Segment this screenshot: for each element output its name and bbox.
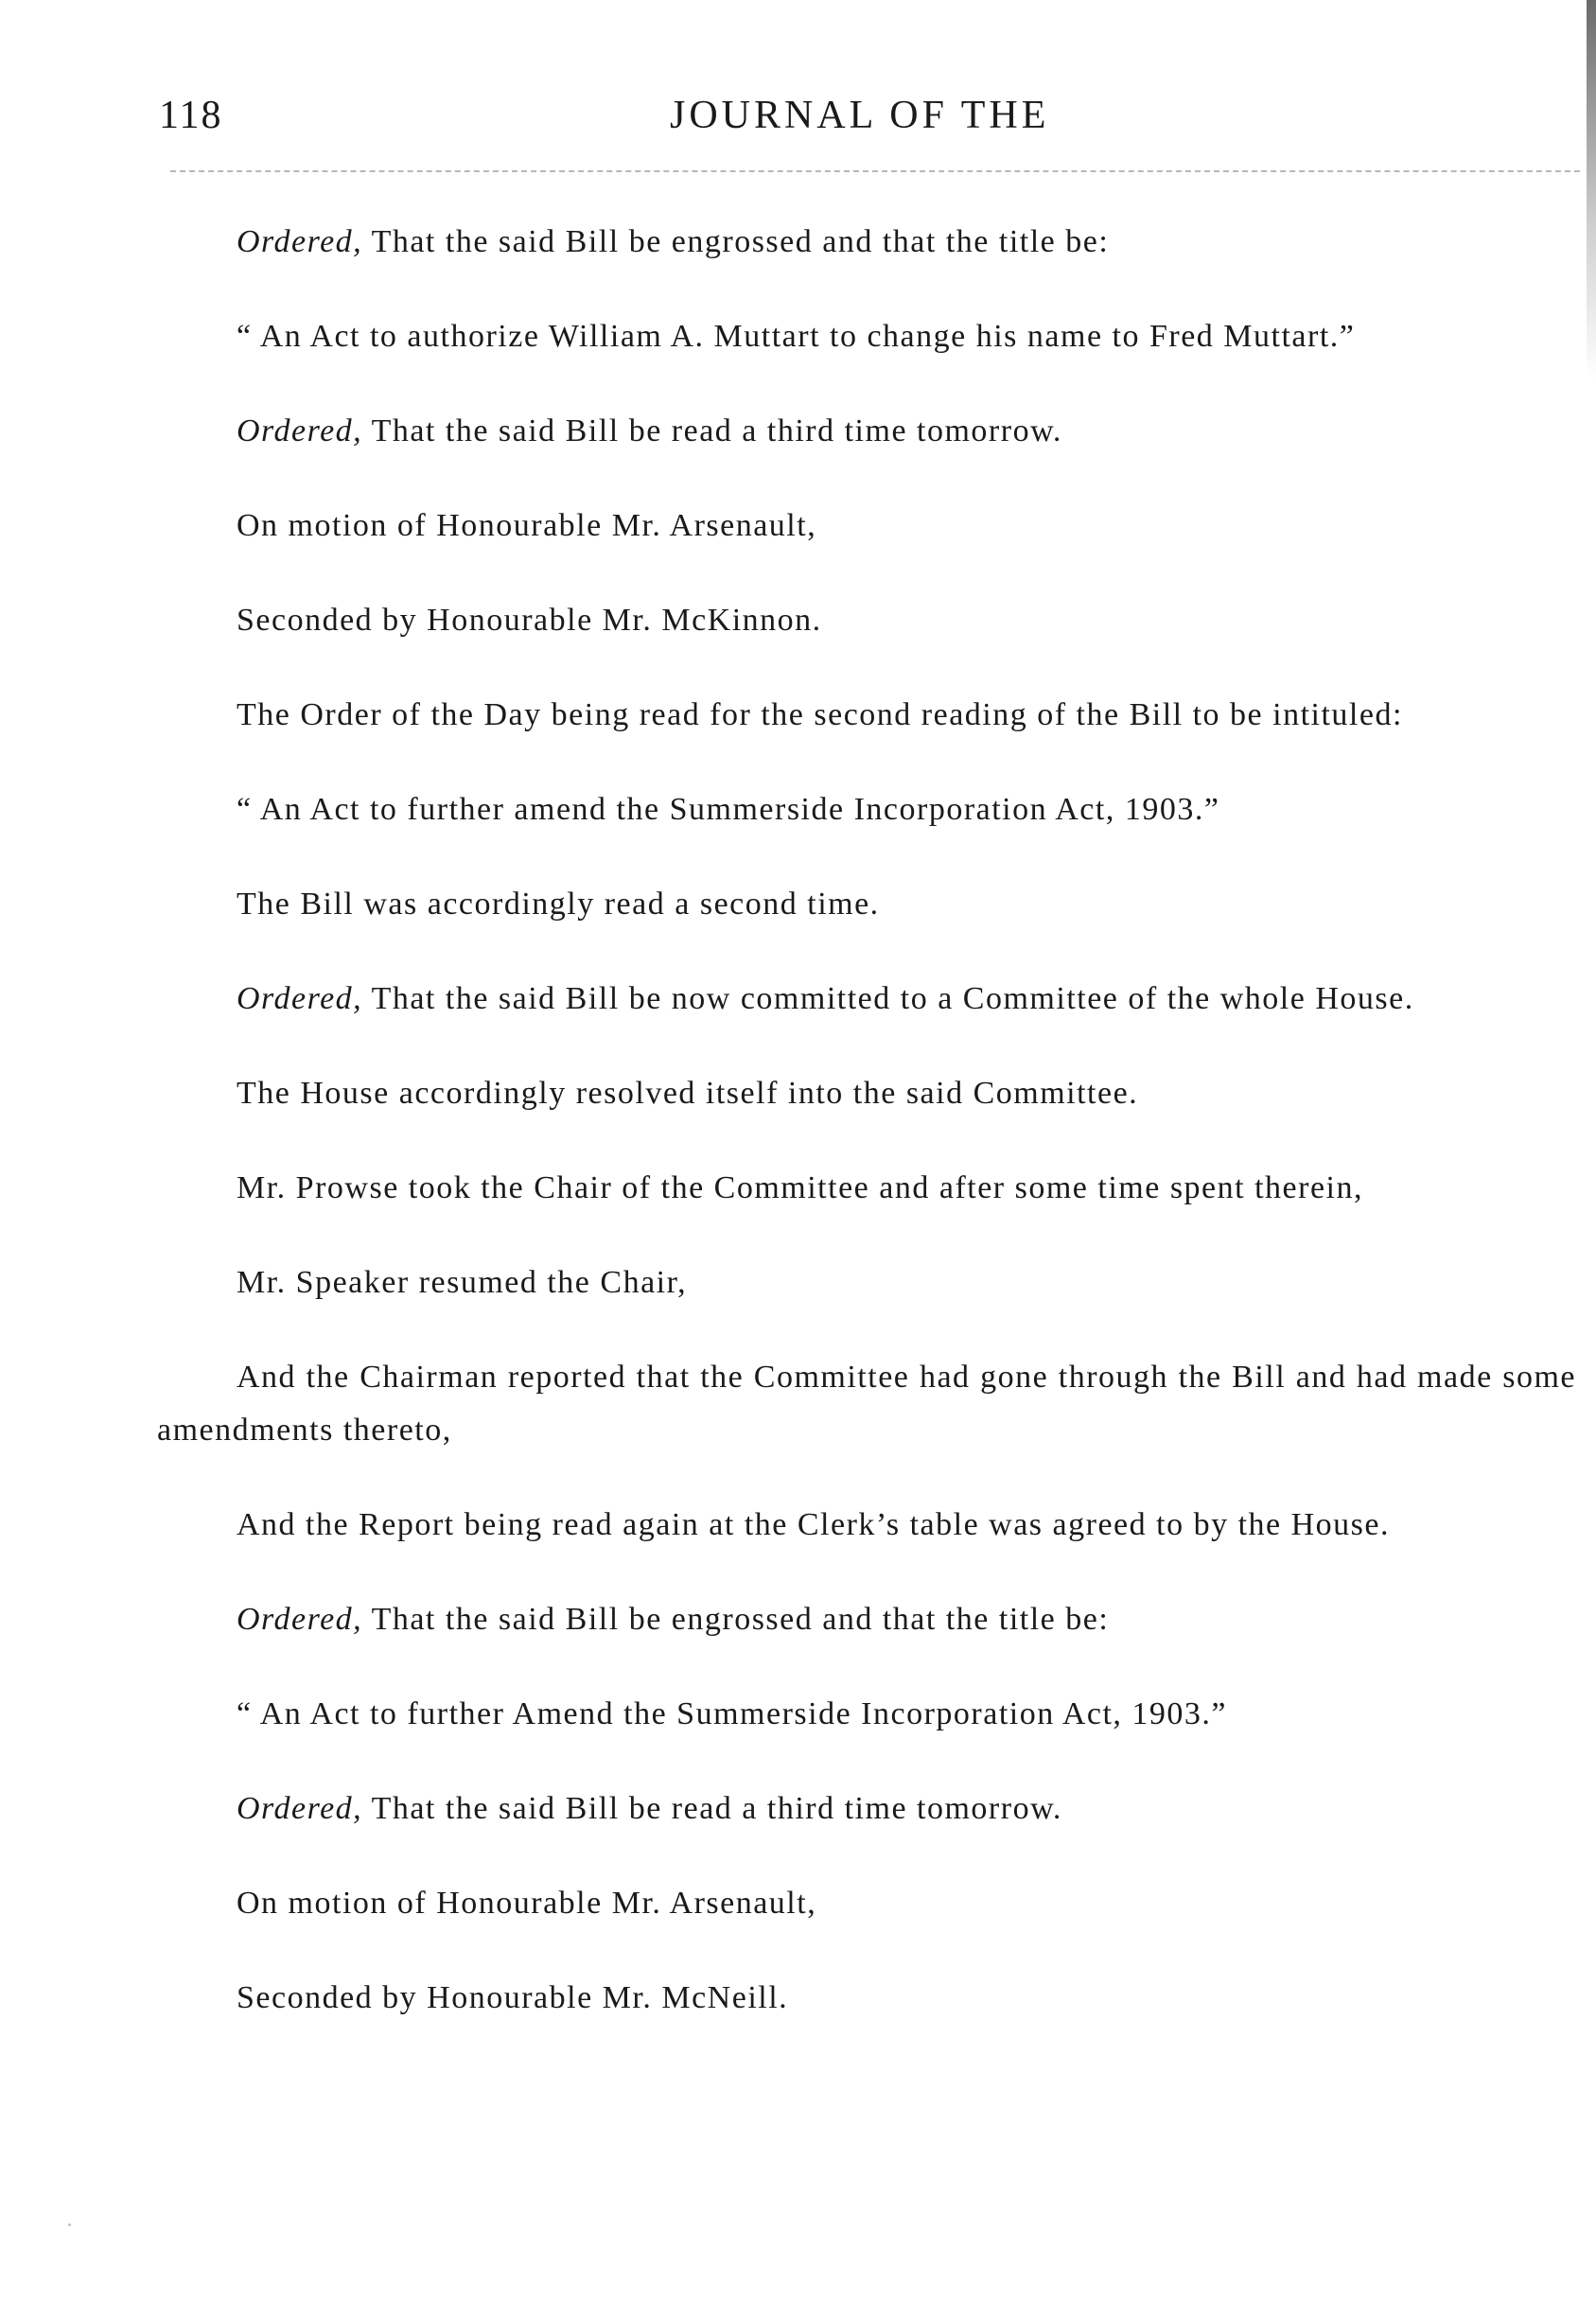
- paragraph-chairman-reported: [157, 1351, 1576, 1457]
- paragraph-text: The House accordingly resolved itself into the said Committee.: [237, 1076, 1139, 1111]
- paragraph-text: On motion of Honourable Mr. Arsenault,: [237, 508, 817, 543]
- paragraph-ordered-third-reading: [157, 405, 1576, 458]
- paragraph-text: On motion of Honourable Mr. Arsenault,: [237, 1886, 817, 1921]
- paragraph-ordered-committed: [157, 973, 1576, 1026]
- paragraph-text: The Bill was accordingly read a second time.: [237, 887, 880, 922]
- running-head: JOURNAL OF THE: [670, 94, 1050, 137]
- ordered-label: Ordered,: [237, 981, 363, 1016]
- paper-speck: [68, 2223, 71, 2226]
- paragraph-second-reading: [157, 878, 1576, 931]
- journal-body: [157, 216, 1576, 2066]
- paragraph-text: “ An Act to authorize William A. Muttart to change his name to Fred Muttart.”: [237, 319, 1356, 354]
- page-number: 118: [159, 94, 223, 137]
- page-header: [159, 93, 1578, 149]
- ordered-label: Ordered,: [237, 224, 363, 259]
- paragraph-text: That the said Bill be read a third time tomorrow.: [362, 1791, 1062, 1826]
- paragraph-act-title-summerside-2: [157, 1688, 1576, 1741]
- paragraph-text: “ An Act to further amend the Summerside Incorporation Act, 1903.”: [237, 792, 1220, 827]
- paragraph-text: “ An Act to further Amend the Summerside Incorporation Act, 1903.”: [237, 1696, 1228, 1731]
- paragraph-motion-2: [157, 1877, 1576, 1930]
- paragraph-text: Seconded by Honourable Mr. McKinnon.: [237, 603, 822, 638]
- paragraph-prowse-chair: [157, 1162, 1576, 1215]
- paragraph-ordered-engrossed-2: [157, 1593, 1576, 1646]
- paragraph-house-resolved: [157, 1067, 1576, 1120]
- paragraph-seconded: [157, 594, 1576, 647]
- paragraph-act-title-summerside: [157, 783, 1576, 836]
- paragraph-text: Mr. Prowse took the Chair of the Committee and after some time spent therein,: [237, 1170, 1363, 1205]
- paragraph-ordered-engrossed: [157, 216, 1576, 269]
- paragraph-text: And the Report being read again at the Clerk’s table was agreed to by the House.: [237, 1507, 1390, 1542]
- paragraph-seconded-2: [157, 1972, 1576, 2025]
- paragraph-text: And the Chairman reported that the Committee had gone through the Bill and had made some amendments thereto,: [157, 1360, 1576, 1448]
- ordered-label: Ordered,: [237, 1602, 363, 1637]
- paragraph-text: Seconded by Honourable Mr. McNeill.: [237, 1980, 789, 2015]
- paragraph-text: That the said Bill be engrossed and that the title be:: [362, 224, 1110, 259]
- paragraph-report-agreed: [157, 1499, 1576, 1552]
- ordered-label: Ordered,: [237, 413, 363, 448]
- paragraph-speaker-resumed: [157, 1256, 1576, 1309]
- page-edge-shadow: [1587, 0, 1596, 378]
- paragraph-act-title-muttart: [157, 310, 1576, 363]
- paragraph-text: That the said Bill be read a third time tomorrow.: [362, 413, 1062, 448]
- paragraph-text: That the said Bill be now committed to a Committee of the whole House.: [362, 981, 1414, 1016]
- paragraph-text: The Order of the Day being read for the second reading of the Bill to be intituled:: [237, 697, 1403, 732]
- paragraph-text: That the said Bill be engrossed and that the title be:: [362, 1602, 1110, 1637]
- paragraph-order-of-day: [157, 689, 1576, 742]
- paragraph-ordered-third-reading-2: [157, 1783, 1576, 1836]
- ordered-label: Ordered,: [237, 1791, 363, 1826]
- paragraph-text: Mr. Speaker resumed the Chair,: [237, 1265, 688, 1300]
- paragraph-motion: [157, 500, 1576, 553]
- header-rule: [170, 170, 1580, 172]
